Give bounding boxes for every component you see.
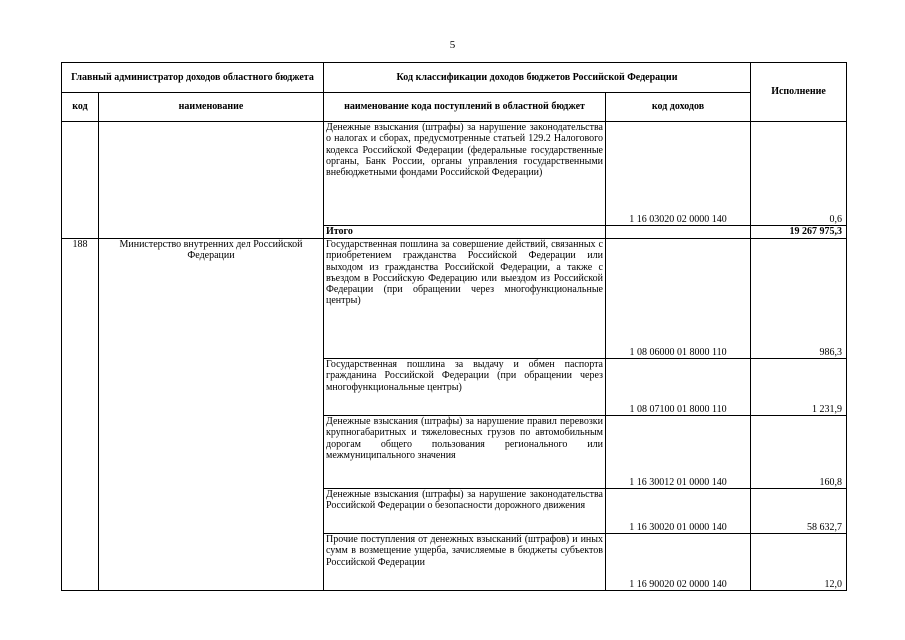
revenue-description: Денежные взыскания (штрафы) за нарушение законодательства о налогах и сборах, предусмотренные статьей 129.2 Налогового кодекса Российской Федерации (федеральные государственные органы, Банк России, органы управления государственными внебюджетными фондами Российской Федерации) [324, 122, 606, 226]
admin-code-cell [62, 122, 99, 239]
table-row [62, 122, 847, 226]
admin-code: 188 [62, 239, 99, 591]
revenue-code: 1 16 03020 02 0000 140 [606, 122, 751, 226]
page-number: 5 [449, 39, 456, 51]
revenue-code: 1 16 30012 01 0000 140 [606, 416, 751, 489]
revenue-value: 12,0 [751, 534, 847, 591]
revenue-code: 1 16 30020 01 0000 140 [606, 489, 751, 534]
revenue-value: 160,8 [751, 416, 847, 489]
revenue-code: 1 08 06000 01 8000 110 [606, 239, 751, 359]
table-row [62, 239, 847, 359]
header-code: код [62, 93, 99, 122]
revenue-code: 1 08 07100 01 8000 110 [606, 359, 751, 416]
header-name: наименование [99, 93, 324, 122]
admin-name: Министерство внутренних дел Российской Федерации [99, 239, 324, 591]
revenue-description: Денежные взыскания (штрафы) за нарушение законодательства Российской Федерации о безопасности дорожного движения [324, 489, 606, 534]
header-execution: Исполнение [751, 63, 847, 122]
revenue-value: 986,3 [751, 239, 847, 359]
header-revenue-code: код доходов [606, 93, 751, 122]
header-revenue-name: наименование кода поступлений в областной бюджет [324, 93, 606, 122]
revenue-value: 58 632,7 [751, 489, 847, 534]
revenue-description: Прочие поступления от денежных взысканий (штрафов) и иных сумм в возмещение ущерба, зачисляемые в бюджеты субъектов Российской Федерации [324, 534, 606, 591]
revenue-table [61, 62, 847, 591]
revenue-description: Государственная пошлина за выдачу и обмен паспорта гражданина Российской Федерации (при обращении через многофункциональные центры) [324, 359, 606, 416]
total-value: 19 267 975,3 [751, 226, 847, 239]
total-label: Итого [324, 226, 606, 239]
revenue-value: 1 231,9 [751, 359, 847, 416]
revenue-code: 1 16 90020 02 0000 140 [606, 534, 751, 591]
revenue-description: Государственная пошлина за совершение действий, связанных с приобретением гражданства Российской Федерации или выходом из гражданства Российской Федерации, а также с въездом в Российскую Федерацию или выездом из Российской Федерации (при обращении через многофункциональные центры) [324, 239, 606, 359]
admin-name-cell [99, 122, 324, 239]
header-admin-group: Главный администратор доходов областного бюджета [62, 63, 324, 93]
total-code [606, 226, 751, 239]
revenue-description: Денежные взыскания (штрафы) за нарушение правил перевозки крупногабаритных и тяжеловесных грузов по автомобильным дорогам общего пользования регионального или межмуниципального значения [324, 416, 606, 489]
header-classification-group: Код классификации доходов бюджетов Российской Федерации [324, 63, 751, 93]
revenue-value: 0,6 [751, 122, 847, 226]
